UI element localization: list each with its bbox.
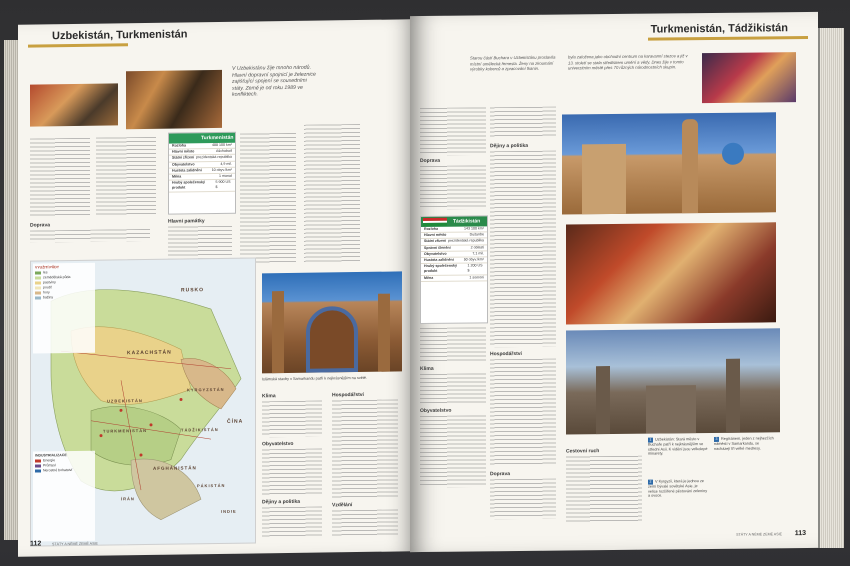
section-heading-doprava: Doprava xyxy=(420,157,441,165)
right-page xyxy=(410,12,818,552)
map-label: RUSKO xyxy=(181,287,205,294)
market-photo xyxy=(30,83,118,126)
legend-label: poušť xyxy=(43,285,52,290)
section-heading-cestovni-ruch: Cestovní ruch xyxy=(566,448,600,455)
caption-text: Uzbekistán: Stará město v Buchaře patří k nejkrásnějším ve střední Asii. K vidění jsou velkolepé minarety. xyxy=(648,437,708,456)
left-page-title: Uzbekistán, Turkmenistán xyxy=(52,28,188,43)
dome-shape xyxy=(722,143,744,165)
section-heading-dejiny: Dějiny a politika xyxy=(490,142,529,150)
factbox-value: 1 200 US $ xyxy=(467,263,483,273)
text-column xyxy=(420,107,486,156)
factbox-key: Obyvatelstvo xyxy=(424,251,447,256)
section-heading-obyvatelstvo: Obyvatelstvo xyxy=(420,407,452,415)
legend-swatch xyxy=(35,281,41,284)
page-number: 113 xyxy=(794,529,806,538)
text-column xyxy=(332,399,398,498)
factbox-value: Dušanbe xyxy=(469,232,484,237)
map-label: ÍRÁN xyxy=(121,496,135,502)
factbox-key: Rozloha xyxy=(172,143,186,148)
section-heading-hlavni-pamatky: Hlavní památky xyxy=(168,218,205,225)
legend-label: Nerostné bohatství xyxy=(43,468,73,473)
factbox-key: Správní členění xyxy=(424,245,451,250)
factbox-value: 2 oblasti xyxy=(470,244,484,250)
factbox-value: prezidentská republika xyxy=(196,155,232,160)
minaret-shape xyxy=(596,366,610,434)
map-label: TURKMENISTÁN xyxy=(103,427,147,434)
samarkand-caption: Islámská stavby v Samarkandu patří k nejkrásnějším na světě. xyxy=(262,375,368,382)
legend-item xyxy=(35,285,93,290)
minaret-shape xyxy=(378,294,390,372)
header-rule xyxy=(28,43,128,47)
flag-icon xyxy=(423,218,447,226)
legend-swatch xyxy=(35,276,41,279)
legend-swatch xyxy=(35,291,41,294)
text-column xyxy=(420,165,486,210)
factbox-key: Hlavní město xyxy=(424,232,447,238)
factbox-turkmenistan xyxy=(168,132,236,215)
factbox-value: 50 obyv./km² xyxy=(463,257,484,262)
text-column xyxy=(332,509,398,536)
building-shape xyxy=(582,144,626,214)
right-page-title: Turkmenistán, Tádžikistán xyxy=(650,22,788,36)
text-column xyxy=(30,138,90,217)
page-footer: STÁTY A NĚMĚ ZEMĚ ASIE xyxy=(52,541,98,547)
factbox-key: Hlavní město xyxy=(172,149,195,154)
section-heading-hospodarstvi: Hospodářství xyxy=(490,350,522,358)
text-column xyxy=(490,107,556,138)
legend-label: Energie xyxy=(43,458,56,463)
caption-text: Regisánem, jeden z nejhezčích náměstí v Samarkandu, se nacházejí tři velké medresy. xyxy=(714,436,774,451)
factbox-key: Rozloha xyxy=(424,226,438,231)
legend-swatch xyxy=(35,469,41,472)
intro-text: V Uzbekistánu žije mnoho národů. Hlavní dopravní spojnicí je železnice zajišťující spojení se sousedními státy. Země je od roku 1989 ve konfliktech. xyxy=(232,64,316,99)
top-text-b: byla založena jako obchodní centrum na karavanní stezce a již v 13. století se stala střediskem umění a vědy. Dnes žije v tomto univerzitním městě přes 70 různých národnostních skupin. xyxy=(568,53,688,71)
legend-item xyxy=(35,463,93,468)
factbox-key: Státní zřízení xyxy=(172,155,195,161)
left-page xyxy=(18,19,414,557)
factbox-key: Obyvatelstvo xyxy=(172,161,195,167)
legend-title: VYUŽITÍ PŮDY xyxy=(35,265,60,270)
legend-item xyxy=(35,468,93,473)
map-label: KYRGYZSTÁN xyxy=(187,386,225,393)
factbox-value: Ašchabad xyxy=(216,148,232,154)
factbox-key: Hustota zalidnění xyxy=(424,257,454,263)
factbox-key: Měna xyxy=(424,275,434,280)
photo-caption xyxy=(648,479,708,498)
section-heading-klima: Klima xyxy=(262,393,276,400)
text-column xyxy=(420,373,486,404)
feast-photo xyxy=(566,222,776,324)
factbox-value: 5 900 US $ xyxy=(215,180,231,190)
factbox-key: Měna xyxy=(172,174,182,179)
legend-item xyxy=(35,280,93,285)
legend-item xyxy=(35,275,93,280)
legend-swatch xyxy=(35,271,41,274)
section-heading-dejiny: Dějiny a politika xyxy=(262,498,301,506)
text-column xyxy=(96,137,156,216)
factbox-tajikistan xyxy=(420,215,488,324)
building-shape xyxy=(646,385,696,434)
legend-label: Průmysl xyxy=(43,463,56,468)
factbox-key: Hustota zalidnění xyxy=(172,168,202,173)
page-footer: STÁTY A NĚMĚ ZEMĚ ASIE xyxy=(736,532,782,537)
section-heading-klima: Klima xyxy=(420,365,434,373)
samarkand-photo xyxy=(262,271,402,373)
page-number: 112 xyxy=(30,540,42,548)
factbox-key: Hrubý společenský produkt xyxy=(424,263,457,274)
legend-swatch xyxy=(35,296,41,299)
text-column xyxy=(262,449,322,496)
header-rule xyxy=(648,36,808,41)
map-label: UZBEKISTÁN xyxy=(107,398,143,404)
section-heading-hospodarstvi: Hospodářství xyxy=(332,391,364,399)
map-label: INDIE xyxy=(221,508,237,514)
caption-text: V Kyrgyzii, která je jednou ze zemí bývalé sovětské Asie, je velice rozšířené pěstování zeleniny a ovoce. xyxy=(648,479,708,498)
industry-legend-title: INDUSTRIALIZACE xyxy=(35,453,67,458)
factbox-value: 1 somoni xyxy=(469,274,484,280)
map-legend xyxy=(33,263,95,354)
text-column xyxy=(262,401,322,438)
text-column xyxy=(566,456,642,523)
legend-label: hory xyxy=(43,290,50,295)
legend-item xyxy=(35,290,93,295)
factbox-row xyxy=(169,180,235,192)
section-heading-obyvatelstvo: Obyvatelstvo xyxy=(262,440,294,448)
text-column xyxy=(490,151,556,348)
caption-number: 1 xyxy=(649,437,652,442)
factbox-value: 488 100 km² xyxy=(212,142,232,148)
legend-swatch xyxy=(35,459,41,462)
registan-photo xyxy=(566,328,780,434)
text-column xyxy=(304,124,360,263)
text-column xyxy=(30,229,150,243)
section-heading-vzdelani: Vzdělání xyxy=(332,502,353,509)
legend-label: bažiny xyxy=(43,295,54,300)
factbox-title: Tádžikistán xyxy=(421,216,487,227)
legend-swatch xyxy=(35,464,41,467)
section-heading-doprava-2: Doprava xyxy=(490,471,511,478)
minaret-shape xyxy=(272,291,284,373)
map-label: PÁKISTÁN xyxy=(197,482,226,489)
bukhara-photo xyxy=(562,112,776,214)
caption-number: 3 xyxy=(715,436,718,441)
section-heading-doprava: Doprava xyxy=(30,222,51,229)
factbox-value: 7,1 mil. xyxy=(472,251,484,256)
factbox-key: Státní zřízení xyxy=(424,239,447,244)
factbox-title: Turkmenistán xyxy=(169,133,235,144)
caption-number: 2 xyxy=(649,479,652,484)
legend-item xyxy=(35,295,93,300)
photo-caption xyxy=(714,436,776,451)
minaret-shape xyxy=(726,359,740,433)
text-column xyxy=(240,133,296,264)
legend-label: zemědělská půda xyxy=(43,275,71,280)
map-label: ČÍNA xyxy=(227,418,244,425)
factbox-key: Hrubý společenský produkt xyxy=(172,180,205,191)
map-label: TÁDŽIKISTÁN xyxy=(181,426,219,433)
factbox-value: 10 obyv./km² xyxy=(211,167,232,172)
factbox-value: 143 100 km² xyxy=(464,226,484,231)
arch-shape xyxy=(306,306,358,373)
industry-legend xyxy=(33,451,95,542)
legend-swatch xyxy=(35,286,41,289)
text-column xyxy=(490,359,556,466)
factbox-row xyxy=(421,264,487,276)
text-column xyxy=(490,479,556,520)
legend-item xyxy=(35,270,93,275)
right-page-edges xyxy=(818,28,844,548)
text-column xyxy=(420,327,486,362)
factbox-value: prezidentská republika xyxy=(448,238,484,244)
factbox-value: 1 manat xyxy=(219,173,232,178)
people-photo xyxy=(702,52,796,103)
factbox-row xyxy=(421,275,487,282)
map-label: AFGHÁNISTÁN xyxy=(153,465,197,471)
photo-caption xyxy=(648,437,708,456)
legend-item xyxy=(35,458,93,463)
legend-label: pastviny xyxy=(43,280,56,285)
map-label: KAZACHSTÁN xyxy=(127,349,172,357)
legend-label: les xyxy=(43,270,48,275)
land-use-map xyxy=(30,257,256,546)
factbox-value: 4,9 mil. xyxy=(220,161,232,166)
top-text-a: Starou částí Buchara v Uzbekistánu proslavila místní umělecká řemesla. Ženy na zkoumání výrobky koberců a zpracování tkanin. xyxy=(470,54,556,72)
text-column xyxy=(262,507,322,538)
minaret-shape xyxy=(682,119,698,213)
carpet-photo xyxy=(126,70,222,129)
text-column xyxy=(420,415,486,488)
